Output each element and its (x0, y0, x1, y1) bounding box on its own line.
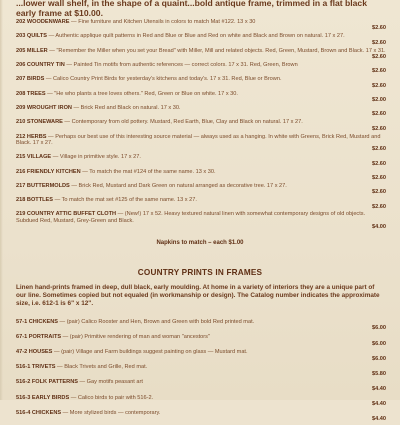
item-price: $2.60 (372, 146, 386, 153)
catalog-item: 516-2 FOLK PATTERNS — Gay motifs peasant art $4.40 (16, 379, 386, 392)
item-price: $4.40 (372, 416, 386, 423)
catalog-item: 203 QUILTS — Authentic applique quilt patterns in Red and Blue or Blue and Red on white and Black and Brown on natural. 17 x 27. $2.60 (16, 33, 386, 46)
item-description: Authentic applique quilt patterns in Red and Blue or Blue and Red on white and Black and Brown on natural. 17 x 27. (55, 33, 345, 40)
item-price: $2.60 (372, 203, 386, 210)
item-number: 516-3 (16, 394, 31, 401)
catalog-item: 208 TREES — "He who plants a tree loves others." Red, Green or Blue on white. 17 x 30. $2.00 (16, 90, 386, 103)
item-price: $4.40 (372, 385, 386, 392)
catalog-item: 207 BIRDS — Calico Country Print Birds for yesterday's kitchens and today's. 17 x 31. Red, Blue or Brown. $2.60 (16, 76, 386, 89)
catalog-item: 47-2 HOUSES — (pair) Village and Farm buildings suggest painting on glass — Mustard mat. $6.00 (16, 349, 386, 362)
item-name: VILLAGE (26, 154, 52, 161)
item-description: Fine furniture and Kitchen Utensils in colors to match Mat #122. 13 x 30 (78, 19, 256, 25)
catalog-item: 219 COUNTRY ATTIC BUFFET CLOTH — (New!) 17 x 52. Heavy textured natural linen with somewhat contemporary designs of old objects. Subdued Red, Mustard, Grey-Green and Black. $4.00 (16, 211, 386, 231)
napkins-line: Napkins to match – each $1.00 (156, 240, 244, 246)
item-number: 57-1 (16, 319, 28, 325)
item-price: $4.00 (372, 224, 386, 231)
item-price: $2.60 (372, 54, 386, 61)
item-price: $2.60 (372, 189, 386, 196)
section-heading: COUNTRY PRINTS IN FRAMES (137, 268, 263, 277)
catalog-item: 216 FRIENDLY KITCHEN — To match the mat #124 of the same name. 13 x 30. $2.60 (16, 168, 386, 181)
item-description: Contemporary from old pottery. Mustard, Red Earth, Blue, Clay and Black on natural. 17 x 27. (71, 119, 303, 126)
catalog-item: 215 VILLAGE — Village in primitive style. 17 x 27. $2.60 (16, 154, 386, 167)
item-number: 516-4 (16, 409, 31, 416)
item-description: Brick Red and Black on natural. 17 x 30. (80, 104, 181, 111)
item-name: WOODENWARE (26, 19, 70, 25)
item-price: $2.60 (372, 160, 386, 167)
item-number: 217 (16, 182, 26, 189)
item-price: $2.60 (372, 25, 386, 32)
item-name: CHICKENS (28, 319, 58, 325)
item-number: 208 (16, 90, 26, 97)
catalog-item: 57-1 CHICKENS — (pair) Calico Rooster and Hen, Brown and Green with bold Red printed mat. $6.00 (16, 319, 386, 332)
item-name: STONEWARE (26, 119, 63, 126)
item-name: CHICKENS (31, 409, 62, 416)
catalog-item: 206 COUNTRY TIN — Painted Tin motifs from authentic references — correct colors. 17 x 31. Red, Green, Brown $2.60 (16, 61, 386, 75)
item-description: Calico Country Print Birds for yesterday's kitchens and today's. 17 x 31. Red, Blue or Brown. (53, 76, 282, 83)
item-number: 67-1 (16, 334, 28, 341)
item-number: 516-1 (16, 364, 31, 371)
item-price: $2.60 (372, 82, 386, 89)
item-name: WROUGHT IRON (26, 104, 72, 111)
item-price: $2.60 (372, 39, 386, 46)
item-name: COUNTRY TIN (26, 61, 65, 68)
item-description: Black Trivets and Grille, Red mat. (64, 364, 148, 371)
catalog-item: 202 WOODENWARE — Fine furniture and Kitchen Utensils in colors to match Mat #122. 13 x 30 $2.60 (16, 19, 386, 32)
item-number: 219 (16, 211, 26, 218)
item-price: $4.40 (372, 400, 386, 407)
catalog-item: 516-3 EARLY BIRDS — Calico birds to pair with 516-2. $4.40 (16, 394, 386, 407)
catalog-item: 205 MILLER — "Remember the Miller when you set your Bread" with Miller, Mill and related objects. Red, Green, Mustard, Brown and Black. 17 x 31. $2.60 (16, 47, 386, 61)
item-description: (New!) 17 x 52. Heavy textured natural linen with somewhat contemporary designs of old objects. Subdued Red, Mustard, Grey-Green and Black. (16, 211, 366, 224)
item-description: "He who plants a tree loves others." Red, Green or Blue on white. 17 x 30. (54, 90, 238, 97)
item-price: $2.60 (372, 174, 386, 181)
item-number: 216 (16, 168, 26, 175)
item-description: To match the mat set #125 of the same name. 13 x 27. (61, 197, 197, 204)
item-number: 516-2 (16, 379, 31, 386)
item-name: BIRDS (26, 76, 45, 83)
item-price: $2.00 (372, 96, 386, 103)
item-price: $6.00 (372, 355, 386, 362)
item-description: Village in primitive style. 17 x 27. (59, 154, 141, 161)
item-name: FOLK PATTERNS (31, 379, 78, 386)
item-description: More stylized birds — contemporary. (69, 409, 161, 416)
item-price: $2.60 (372, 125, 386, 132)
page-fold-shadow (0, 0, 3, 400)
item-name: EARLY BIRDS (31, 394, 70, 401)
catalog-item: 516-4 CHICKENS — More stylized birds — contemporary. $4.40 (16, 409, 386, 423)
item-number: 206 (16, 61, 26, 68)
catalog-list (16, 19, 386, 232)
catalog-item: 217 BUTTERMOLDS — Brick Red, Mustard and Dark Green on natural arranged as decorative tree. 17 x 27. $2.60 (16, 182, 386, 196)
item-number: 212 (16, 133, 26, 140)
item-price: $6.00 (372, 325, 386, 332)
item-number: 47-2 (16, 349, 28, 356)
item-name: HERBS (26, 133, 47, 140)
item-description: Calico birds to pair with 516-2. (77, 394, 154, 401)
item-number: 207 (16, 76, 26, 83)
frames-list (16, 319, 386, 425)
item-description: "Remember the Miller when you set your Bread" with Miller, Mill and related objects. Red, Green, Mustard, Brown and Black. 17 x 31. (56, 47, 386, 54)
item-description: (pair) Primitive rendering of man and woman "ancestors" (69, 334, 210, 341)
item-name: FRIENDLY KITCHEN (26, 168, 81, 175)
item-name: BUTTERMOLDS (26, 182, 70, 189)
item-number: 202 (16, 19, 26, 25)
section-intro: Linen hand-prints framed in deep, dull black, early moulding. At home in a variety of interiors they are a unique part of our line. Sometimes copied but not equaled (in workmanship or design). The Catalog number indicates the approximate size, i.e. 612-1 is 6" x 12". (16, 284, 380, 307)
item-name: TRIVETS (31, 364, 56, 371)
catalog-item: 209 WROUGHT IRON — Brick Red and Black on natural. 17 x 30. $2.60 (16, 104, 386, 118)
item-name: PORTRAITS (28, 334, 62, 341)
catalog-item: 210 STONEWARE — Contemporary from old pottery. Mustard, Red Earth, Blue, Clay and Black on natural. 17 x 27. $2.60 (16, 119, 386, 132)
item-number: 215 (16, 154, 26, 161)
item-price: $2.60 (372, 111, 386, 118)
catalog-item: 212 HERBS — Perhaps our best use of this interesting source material — always used as a hanging. In white with Greens, Brick Red, Mustard and Black. 17 x 27. $2.60 (16, 133, 386, 153)
item-description: Gay motifs peasant art (86, 379, 143, 386)
item-description: Brick Red, Mustard and Dark Green on natural arranged as decorative tree. 17 x 27. (78, 182, 287, 189)
item-number: 205 (16, 47, 26, 54)
item-number: 209 (16, 104, 26, 111)
item-name: TREES (26, 90, 46, 97)
item-price: $6.00 (372, 340, 386, 347)
item-name: QUILTS (26, 33, 48, 40)
item-description: To match the mat #124 of the same name. 13 x 30. (89, 168, 216, 175)
item-number: 218 (16, 197, 26, 204)
catalog-item: 218 BOTTLES — To match the mat set #125 of the same name. 13 x 27. $2.60 (16, 197, 386, 210)
intro-text: ...lower wall shelf, in the shape of a quaint...bold antique frame, trimmed in a flat black early frame at $10.00. (16, 0, 367, 18)
item-price: $5.80 (372, 370, 386, 377)
item-description: (pair) Village and Farm buildings suggest painting on glass — Mustard mat. (61, 349, 248, 356)
item-number: 203 (16, 33, 26, 40)
item-name: MILLER (26, 47, 48, 54)
item-price: $2.60 (372, 68, 386, 75)
catalog-item: 67-1 PORTRAITS — (pair) Primitive rendering of man and woman "ancestors" $6.00 (16, 334, 386, 347)
item-number: 210 (16, 119, 26, 126)
catalog-item: 516-1 TRIVETS — Black Trivets and Grille, Red mat. $5.80 (16, 364, 386, 377)
item-description: Perhaps our best use of this interesting source material — always used as a hanging. In white with Greens, Brick Red, Mustard and Black. 17 x 27. (16, 133, 381, 146)
item-description: Painted Tin motifs from authentic references — correct colors. 17 x 31. Red, Green, Brown (73, 61, 298, 68)
item-description: (pair) Calico Rooster and Hen, Brown and Green with bold Red printed mat. (66, 319, 255, 325)
item-name: COUNTRY ATTIC BUFFET CLOTH (26, 211, 117, 218)
item-name: HOUSES (28, 349, 53, 356)
item-name: BOTTLES (26, 197, 54, 204)
